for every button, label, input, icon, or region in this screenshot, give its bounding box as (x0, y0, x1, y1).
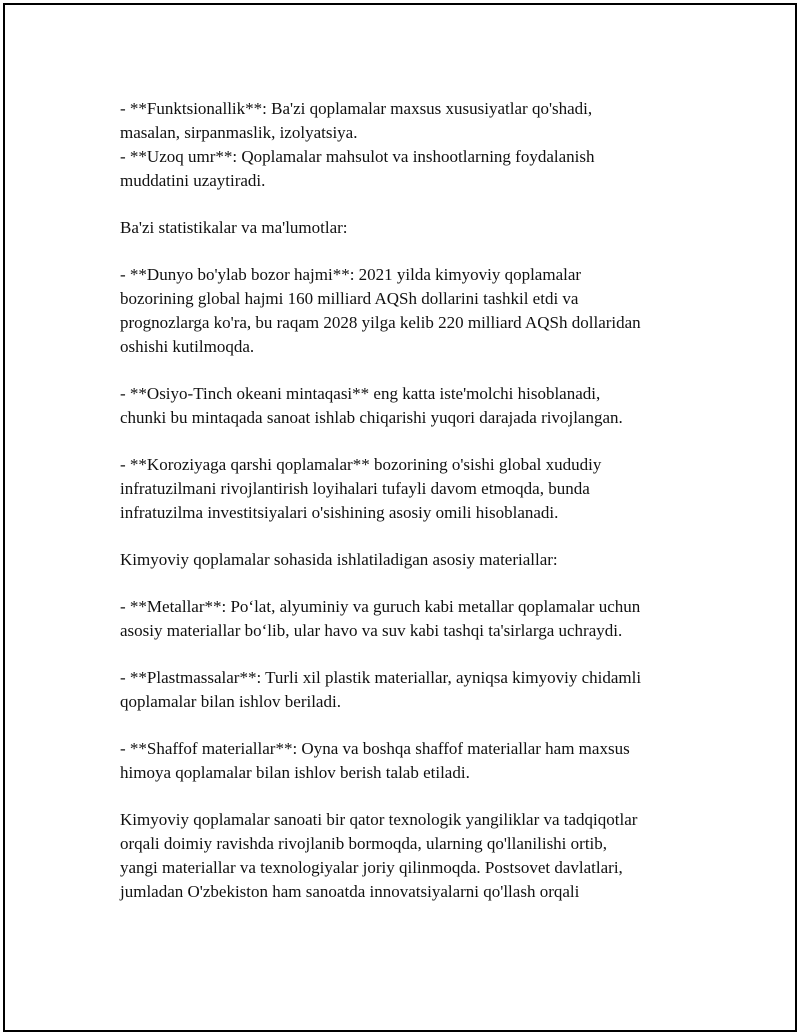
paragraph-gap (120, 572, 720, 595)
paragraph-statistics-heading: Ba'zi statistikalar va ma'lumotlar: (120, 218, 348, 237)
paragraph-plastics: - **Plastmassalar**: Turli xil plastik materiallar, ayniqsa kimyoviy chidamli qoplamalar bilan ishlov beriladi. (120, 668, 642, 711)
paragraph-gap (120, 193, 720, 216)
paragraph-gap (120, 643, 720, 666)
document-page (3, 3, 797, 1032)
paragraph-gap (120, 240, 720, 263)
paragraph-gap (120, 359, 720, 382)
document-body (120, 97, 720, 904)
paragraph-gap (120, 430, 720, 453)
paragraph-industry-development: Kimyoviy qoplamalar sanoati bir qator texnologik yangiliklar va tadqiqotlar orqali doimiy ravishda rivojlanib bormoqda, ularning qo'llanilishi ortib, yangi materiallar va texnologiyalar joriy qilinmoqda. Postsovet davlatlari, jumladan O'zbekiston ham sanoatda innovatsiyalarni qo'llash orqali (120, 810, 638, 901)
paragraph-gap (120, 785, 720, 808)
paragraph-anticorrosion: - **Koroziyaga qarshi qoplamalar** bozorining o'sishi global xududiy infratuzilmani rivojlantirish loyihalari tufayli davom etmoqda, bunda infratuzilma investitsiyalari o'sishining asosiy omili hisoblanadi. (120, 455, 602, 522)
paragraph-materials-heading: Kimyoviy qoplamalar sohasida ishlatiladigan asosiy materiallar: (120, 550, 558, 569)
paragraph-benefits-list: - **Funktsionallik**: Ba'zi qoplamalar maxsus xususiyatlar qo'shadi, masalan, sirpanmaslik, izolyatsiya. - **Uzoq umr**: Qoplamalar mahsulot va inshootlarning foydalanish muddatini uzaytiradi. (120, 99, 595, 190)
paragraph-market-size: - **Dunyo bo'ylab bozor hajmi**: 2021 yilda kimyoviy qoplamalar bozorining global hajmi 160 milliard AQSh dollarini tashkil etdi va prognozlarga ko'ra, bu raqam 2028 yilga kelib 220 milliard AQSh dollaridan oshishi kutilmoqda. (120, 265, 641, 356)
paragraph-metals: - **Metallar**: Po‘lat, alyuminiy va guruch kabi metallar qoplamalar uchun asosiy materiallar bo‘lib, ular havo va suv kabi tashqi ta'sirlarga uchraydi. (120, 597, 641, 640)
paragraph-gap (120, 714, 720, 737)
paragraph-asia-pacific: - **Osiyo-Tinch okeani mintaqasi** eng katta iste'molchi hisoblanadi, chunki bu mintaqada sanoat ishlab chiqarishi yuqori darajada rivojlangan. (120, 384, 623, 427)
paragraph-gap (120, 525, 720, 548)
paragraph-transparent-materials: - **Shaffof materiallar**: Oyna va boshqa shaffof materiallar ham maxsus himoya qoplamalar bilan ishlov berish talab etiladi. (120, 739, 630, 782)
